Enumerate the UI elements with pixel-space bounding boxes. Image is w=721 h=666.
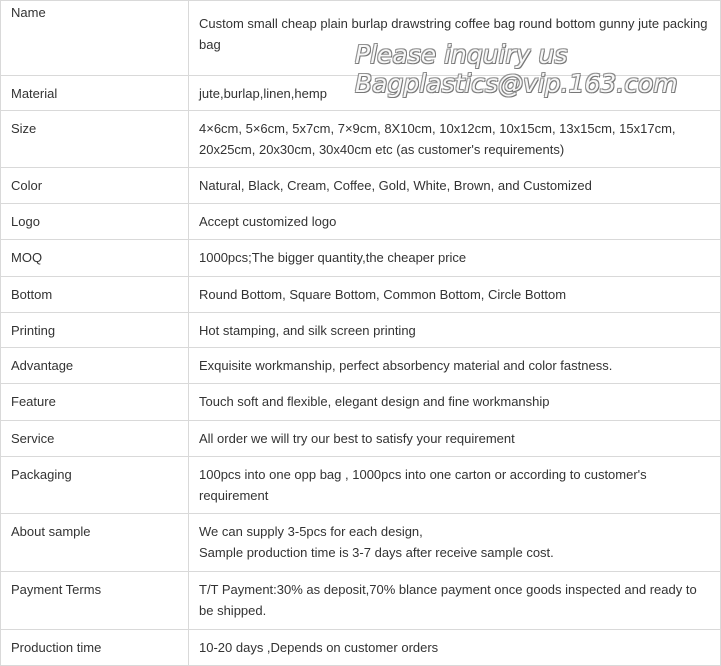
row-label: Production time — [11, 640, 102, 655]
row-label-cell — [1, 384, 189, 421]
row-value-cell — [189, 457, 721, 514]
row-value-cell — [189, 384, 721, 421]
row-label: Name — [11, 5, 46, 20]
row-value-cell — [189, 1, 721, 76]
row-label: Feature — [11, 394, 56, 409]
row-value: Round Bottom, Square Bottom, Common Bottom, Circle Bottom — [199, 287, 567, 302]
row-value-cell — [189, 240, 721, 277]
table-row — [1, 514, 721, 572]
table-row — [1, 630, 721, 666]
row-label-cell — [1, 168, 189, 204]
watermark-line-2: Bagplastics@vip.163.com — [355, 69, 678, 98]
row-label: Packaging — [11, 467, 72, 482]
row-label-cell — [1, 421, 189, 457]
row-label-cell — [1, 240, 189, 277]
table-row — [1, 457, 721, 514]
row-label-cell — [1, 572, 189, 630]
row-value: Natural, Black, Cream, Coffee, Gold, White, Brown, and Customized — [199, 178, 592, 193]
row-value: T/T Payment:30% as deposit,70% blance payment once goods inspected and ready to be shipped. — [199, 582, 697, 618]
table-row — [1, 572, 721, 630]
table-row — [1, 111, 721, 168]
table-row — [1, 313, 721, 348]
row-value-cell — [189, 111, 721, 168]
row-label: Advantage — [11, 358, 74, 373]
table-row — [1, 168, 721, 204]
row-label-cell — [1, 76, 189, 111]
row-label-cell — [1, 457, 189, 514]
row-value: 4×6cm, 5×6cm, 5x7cm, 7×9cm, 8X10cm, 10x12cm, 10x15cm, 13x15cm, 15x17cm, 20x25cm, 20x30cm, 30x40cm etc (as customer's requirements) — [199, 121, 676, 157]
table-row — [1, 384, 721, 421]
row-value: Accept customized logo — [199, 214, 337, 229]
row-label-cell — [1, 111, 189, 168]
row-value-cell — [189, 630, 721, 666]
row-label-cell — [1, 514, 189, 572]
row-value: 10-20 days ,Depends on customer orders — [199, 640, 439, 655]
row-value: Exquisite workmanship, perfect absorbency material and color fastness. — [199, 358, 613, 373]
row-value-cell — [189, 168, 721, 204]
watermark-line-1: Please inquiry us — [355, 40, 568, 69]
row-label: Printing — [11, 323, 56, 338]
row-label: Color — [11, 178, 43, 193]
row-label: Service — [11, 431, 55, 446]
row-value-cell — [189, 204, 721, 240]
table-row — [1, 348, 721, 384]
row-label-cell — [1, 1, 189, 76]
row-label: MOQ — [11, 250, 43, 265]
row-label-cell — [1, 313, 189, 348]
row-label: Logo — [11, 214, 40, 229]
row-label: Payment Terms — [11, 582, 102, 597]
row-value-cell — [189, 313, 721, 348]
table-row — [1, 277, 721, 313]
row-value: 100pcs into one opp bag , 1000pcs into one carton or according to customer's requirement — [199, 467, 647, 503]
row-value: Touch soft and flexible, elegant design and fine workmanship — [199, 394, 550, 409]
row-label-cell — [1, 277, 189, 313]
row-value-cell — [189, 76, 721, 111]
row-value: jute,burlap,linen,hemp — [199, 86, 327, 101]
row-value: All order we will try our best to satisfy your requirement — [199, 431, 515, 446]
table-row — [1, 1, 721, 76]
row-label: Material — [11, 86, 58, 101]
row-value: Custom small cheap plain burlap drawstring coffee bag round bottom gunny jute packing bag — [199, 16, 708, 52]
row-value-line: We can supply 3-5pcs for each design, — [199, 524, 423, 539]
row-value: Hot stamping, and silk screen printing — [199, 323, 416, 338]
row-value-cell — [189, 421, 721, 457]
row-label: Size — [11, 121, 37, 136]
table-row — [1, 421, 721, 457]
row-label-cell — [1, 348, 189, 384]
row-value: 1000pcs;The bigger quantity,the cheaper price — [199, 250, 467, 265]
row-value-cell — [189, 514, 721, 572]
table-row — [1, 76, 721, 111]
row-value-line: Sample production time is 3-7 days after receive sample cost. — [199, 545, 554, 560]
row-value-cell — [189, 348, 721, 384]
row-label-cell — [1, 630, 189, 666]
row-value-cell — [189, 277, 721, 313]
row-value-cell — [189, 572, 721, 630]
table-row — [1, 204, 721, 240]
row-label: Bottom — [11, 287, 53, 302]
row-label-cell — [1, 204, 189, 240]
row-label: About sample — [11, 524, 91, 539]
table-row — [1, 240, 721, 277]
